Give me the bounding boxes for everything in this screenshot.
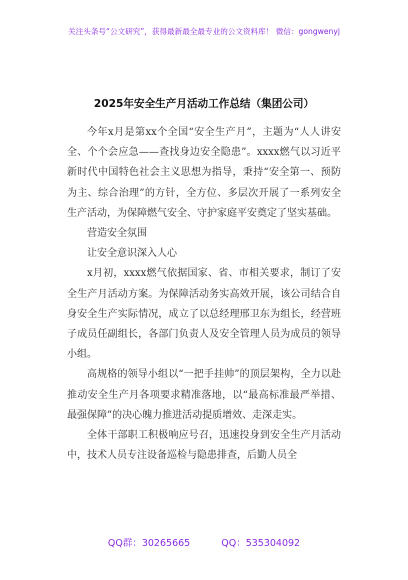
qq-number-text: QQ：535304092 (221, 538, 301, 549)
paragraph-staff: 全体干部职工积极响应号召，迅速投身到安全生产月活动中，技术人员专注设备巡检与隐患排查，后勤人员全 (67, 430, 341, 462)
document-body (67, 123, 341, 466)
section-heading: 营造安全氛围 (87, 228, 147, 240)
section-subheading: 让安全意识深入人心 (87, 248, 177, 260)
document-title: 2025年安全生产月活动工作总结（集团公司） (93, 98, 315, 110)
promo-banner: 关注头条号“公文研究”，获得最新最全最专业的公文资料库！ 微信：gongwenyj (68, 27, 340, 36)
paragraph-plan: x月初，xxxx燃气依据国家、省、市相关要求，制订了安全生产月活动方案。为保障活动务实高效开展，该公司结合自身安全生产实际情况，成立了以总经理邢卫东为组长，经营班子成员任副组长，各部门负责人及安全管理人员为成员的领导小组。 (67, 268, 341, 361)
paragraph-intro: 今年x月是第xx个全国“安全生产月”，主题为“人人讲安全、个个会应急——查找身边安全隐患”。xxxx燃气以习近平新时代中国特色社会主义思想为指导，秉持“安全第一、预防为主、综合治理”的方针，全方位、多层次开展了一系列安全生产活动，为保障燃气安全、守护家庭平安奠定了坚实基础。 (67, 127, 341, 219)
contact-footer (0, 535, 408, 549)
paragraph-leadership: 高规格的领导小组以“一把手挂帅”的顶层架构，全力以赴推动安全生产月各项要求精准落地，以“最高标准最严举措、最强保障”的决心魄力推进活动提质增效、走深走实。 (67, 369, 341, 421)
qq-group-text: QQ群：30265665 (107, 538, 191, 549)
